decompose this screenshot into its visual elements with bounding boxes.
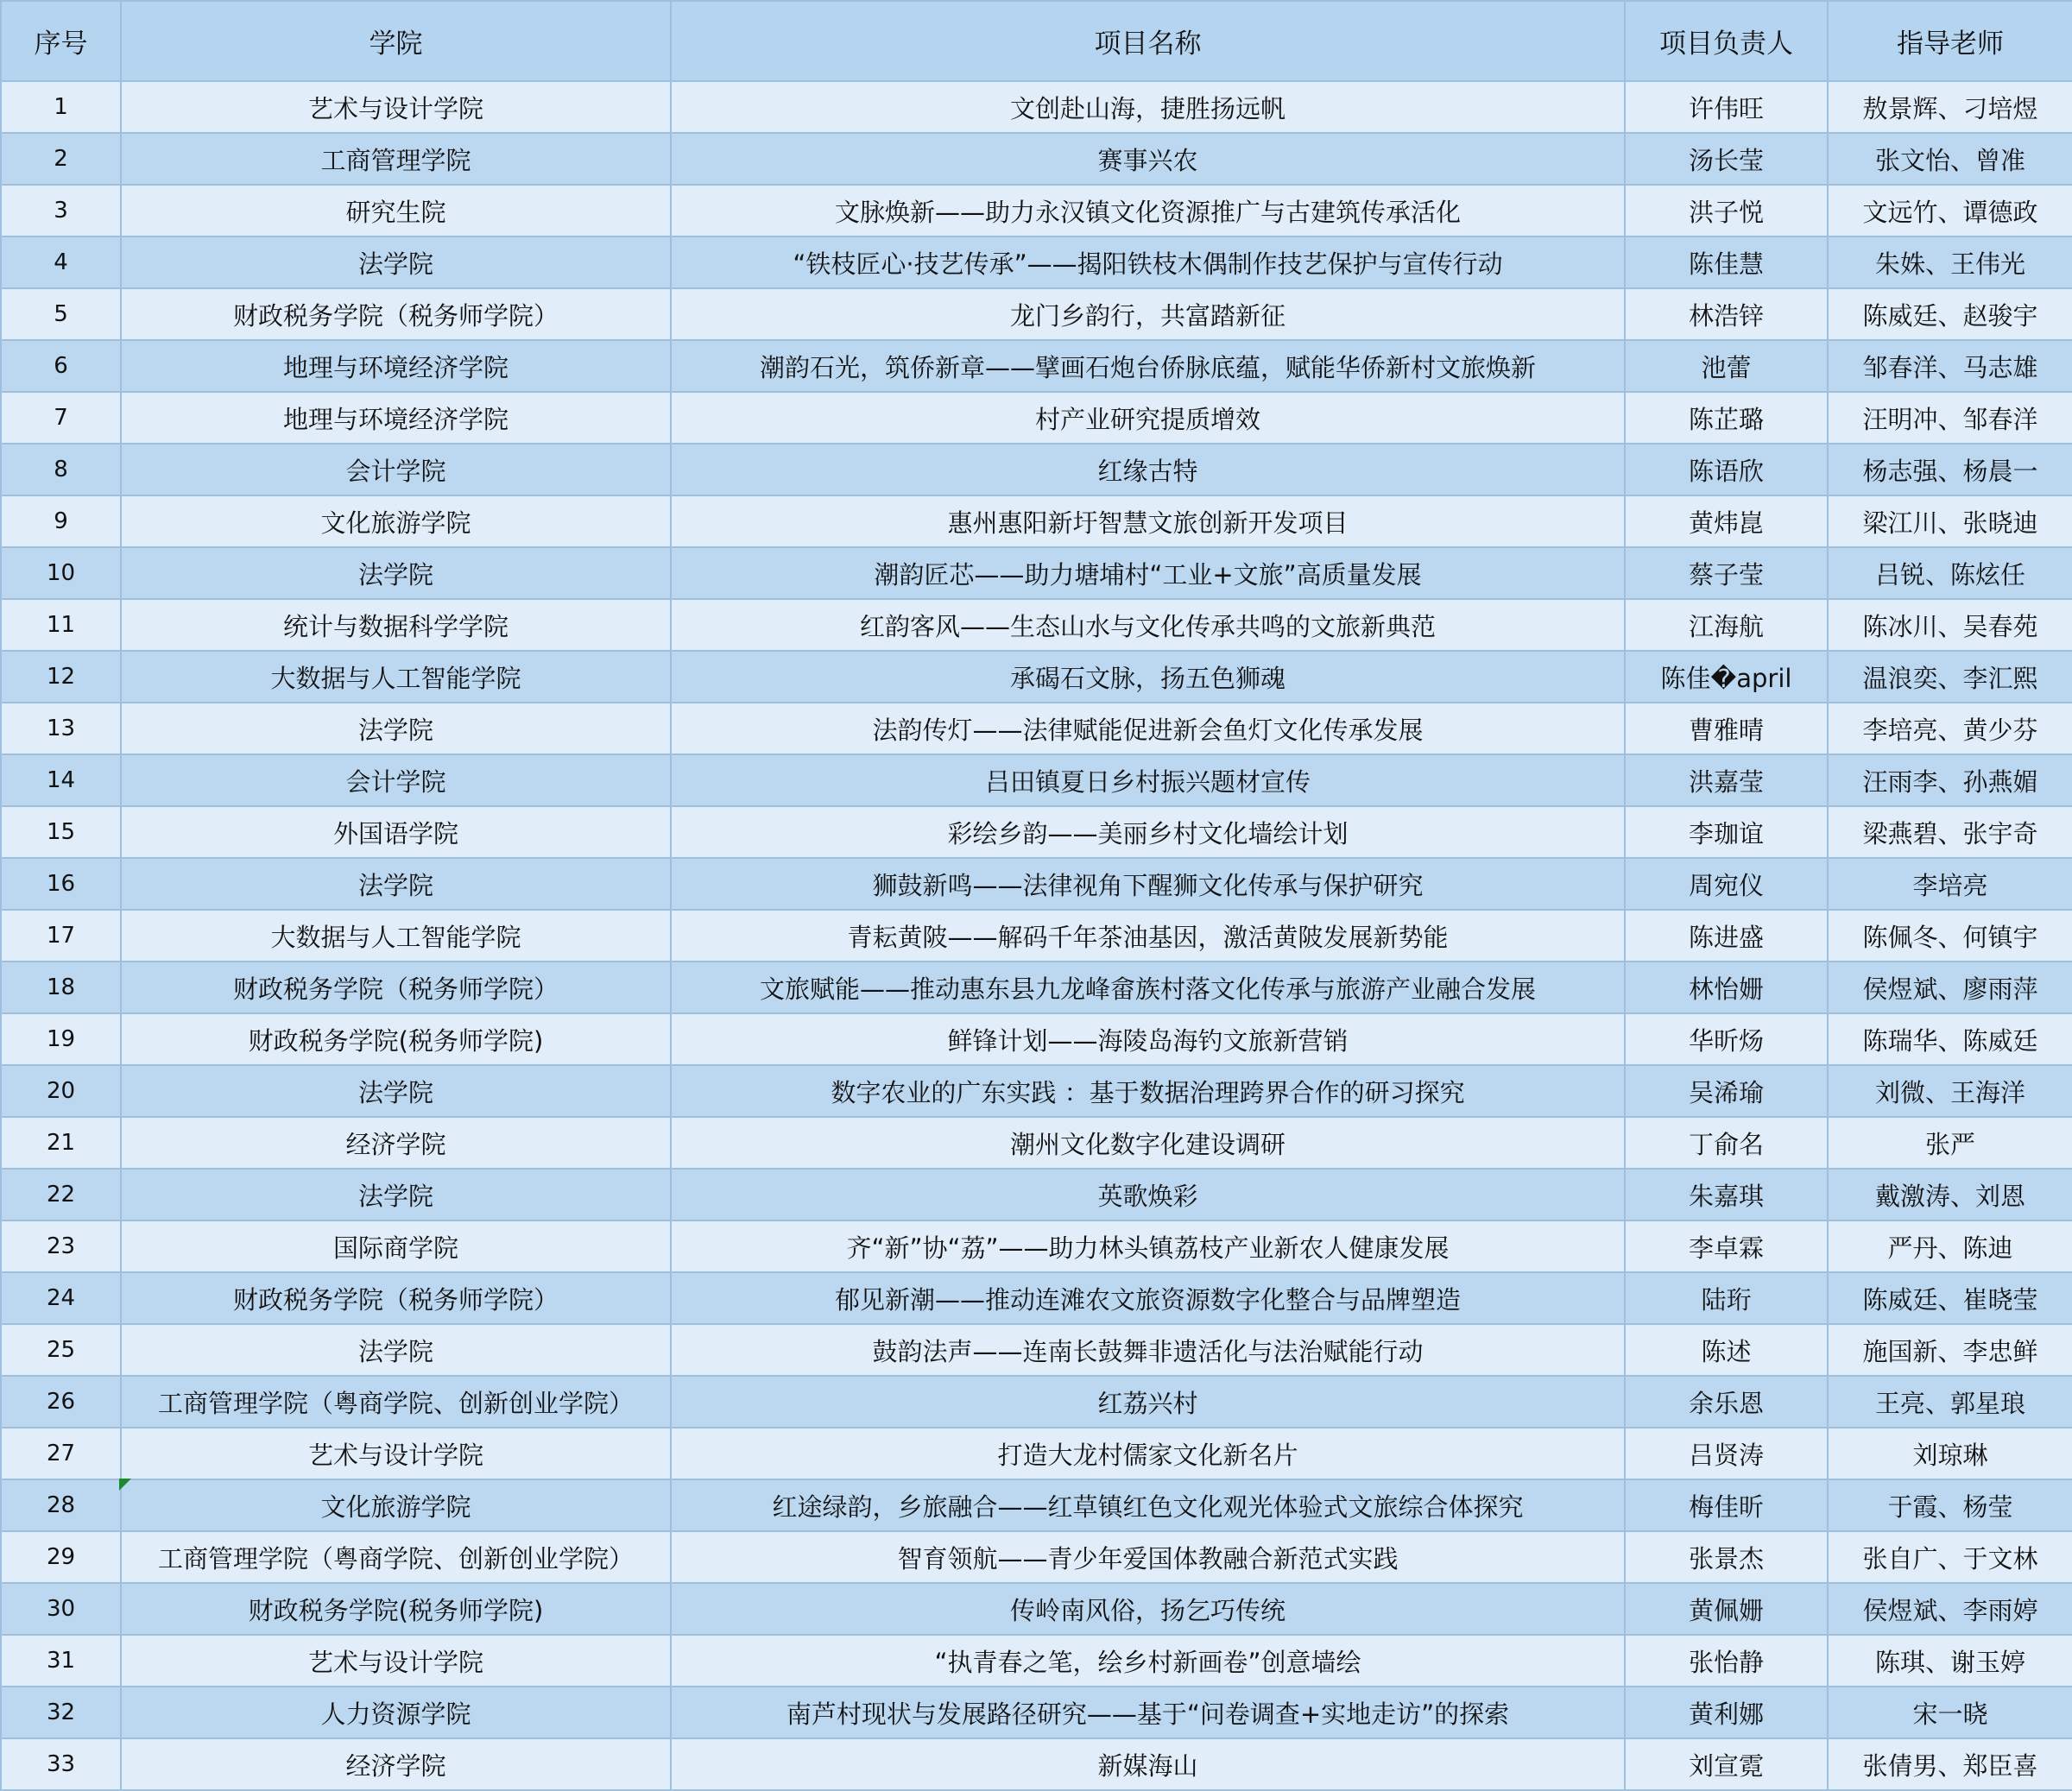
cell-advisor[interactable]: 文远竹、谭德政 bbox=[1828, 185, 2072, 236]
cell-index[interactable]: 25 bbox=[1, 1324, 121, 1376]
cell-project-lead[interactable]: 陆珩 bbox=[1625, 1272, 1828, 1324]
cell-advisor[interactable]: 汪明冲、邹春洋 bbox=[1828, 392, 2072, 444]
table-row bbox=[1, 1324, 2072, 1376]
cell-advisor[interactable]: 陈琪、谢玉婷 bbox=[1828, 1635, 2072, 1687]
cell-project-name[interactable]: 数字农业的广东实践 ：基于数据治理跨界合作的研习探究 bbox=[671, 1065, 1625, 1117]
cell-project-name[interactable]: 吕田镇夏日乡村振兴题材宣传 bbox=[671, 754, 1625, 806]
cell-college[interactable]: 工商管理学院 bbox=[121, 133, 671, 185]
cell-advisor[interactable]: 刘微、王海洋 bbox=[1828, 1065, 2072, 1117]
cell-advisor[interactable]: 侯煜斌、廖雨萍 bbox=[1828, 962, 2072, 1013]
cell-college[interactable]: 地理与环境经济学院 bbox=[121, 340, 671, 392]
header-project-lead[interactable]: 项目负责人 bbox=[1625, 1, 1828, 81]
cell-index[interactable]: 19 bbox=[1, 1013, 121, 1065]
cell-project-lead[interactable]: 丁俞名 bbox=[1625, 1117, 1828, 1169]
cell-index[interactable]: 32 bbox=[1, 1687, 121, 1738]
cell-project-lead[interactable]: 林浩锌 bbox=[1625, 288, 1828, 340]
table-row bbox=[1, 1376, 2072, 1428]
cell-advisor[interactable]: 陈佩冬、何镇宇 bbox=[1828, 910, 2072, 962]
cell-project-name[interactable]: 潮韵石光，筑侨新章——擘画石炮台侨脉底蕴，赋能华侨新村文旅焕新 bbox=[671, 340, 1625, 392]
cell-college[interactable]: 大数据与人工智能学院 bbox=[121, 910, 671, 962]
cell-college[interactable]: 国际商学院 bbox=[121, 1220, 671, 1272]
cell-advisor[interactable]: 杨志强、杨晨一 bbox=[1828, 444, 2072, 495]
cell-advisor[interactable]: 张文怡、曾准 bbox=[1828, 133, 2072, 185]
cell-project-name[interactable]: 龙门乡韵行，共富踏新征 bbox=[671, 288, 1625, 340]
cell-project-lead[interactable]: 华昕炀 bbox=[1625, 1013, 1828, 1065]
cell-project-lead[interactable]: 陈述 bbox=[1625, 1324, 1828, 1376]
cell-project-name[interactable]: 文脉焕新——助力永汉镇文化资源推广与古建筑传承活化 bbox=[671, 185, 1625, 236]
table-row bbox=[1, 962, 2072, 1013]
table-row bbox=[1, 185, 2072, 236]
cell-advisor[interactable]: 温浪奕、李汇熙 bbox=[1828, 651, 2072, 703]
cell-advisor[interactable]: 侯煜斌、李雨婷 bbox=[1828, 1583, 2072, 1635]
cell-project-name[interactable]: 红缘古特 bbox=[671, 444, 1625, 495]
cell-project-name[interactable]: 彩绘乡韵——美丽乡村文化墙绘计划 bbox=[671, 806, 1625, 858]
cell-project-lead[interactable]: 陈芷璐 bbox=[1625, 392, 1828, 444]
cell-index[interactable]: 28 bbox=[1, 1479, 121, 1531]
cell-project-name[interactable]: 传岭南风俗，扬乞巧传统 bbox=[671, 1583, 1625, 1635]
cell-project-lead[interactable]: 陈佳�april bbox=[1625, 651, 1828, 703]
cell-college[interactable]: 会计学院 bbox=[121, 754, 671, 806]
cell-project-name[interactable]: 潮韵匠芯——助力塘埔村“工业+文旅”高质量发展 bbox=[671, 547, 1625, 599]
cell-advisor[interactable]: 汪雨李、孙燕媚 bbox=[1828, 754, 2072, 806]
cell-college[interactable]: 财政税务学院（税务师学院） bbox=[121, 288, 671, 340]
table-row bbox=[1, 1065, 2072, 1117]
cell-college[interactable]: 法学院 bbox=[121, 703, 671, 754]
cell-advisor[interactable]: 朱姝、王伟光 bbox=[1828, 236, 2072, 288]
cell-project-name[interactable]: 南芦村现状与发展路径研究——基于“问卷调查+实地走访”的探索 bbox=[671, 1687, 1625, 1738]
table-row bbox=[1, 703, 2072, 754]
cell-advisor[interactable]: 陈威廷、崔晓莹 bbox=[1828, 1272, 2072, 1324]
cell-college[interactable]: 艺术与设计学院 bbox=[121, 1428, 671, 1479]
table-row bbox=[1, 1738, 2072, 1790]
cell-college[interactable]: 经济学院 bbox=[121, 1738, 671, 1790]
cell-index[interactable]: 24 bbox=[1, 1272, 121, 1324]
cell-project-lead[interactable]: 李卓霖 bbox=[1625, 1220, 1828, 1272]
cell-index[interactable]: 29 bbox=[1, 1531, 121, 1583]
cell-college[interactable]: 工商管理学院（粤商学院、创新创业学院） bbox=[121, 1376, 671, 1428]
table-row bbox=[1, 1220, 2072, 1272]
cell-index[interactable]: 22 bbox=[1, 1169, 121, 1220]
cell-college[interactable]: 法学院 bbox=[121, 1324, 671, 1376]
cell-index[interactable]: 31 bbox=[1, 1635, 121, 1687]
cell-college[interactable]: 法学院 bbox=[121, 236, 671, 288]
cell-project-lead[interactable]: 洪嘉莹 bbox=[1625, 754, 1828, 806]
cell-project-name[interactable]: 鲜锋计划——海陵岛海钓文旅新营销 bbox=[671, 1013, 1625, 1065]
header-project-name[interactable]: 项目名称 bbox=[671, 1, 1625, 81]
table-row bbox=[1, 1635, 2072, 1687]
cell-advisor[interactable]: 于霞、杨莹 bbox=[1828, 1479, 2072, 1531]
cell-index[interactable]: 5 bbox=[1, 288, 121, 340]
cell-advisor[interactable]: 李培亮、黄少芬 bbox=[1828, 703, 2072, 754]
cell-college[interactable]: 财政税务学院(税务师学院) bbox=[121, 1583, 671, 1635]
cell-project-name[interactable]: 承碣石文脉，扬五色狮魂 bbox=[671, 651, 1625, 703]
cell-project-lead[interactable]: 陈进盛 bbox=[1625, 910, 1828, 962]
table-row bbox=[1, 340, 2072, 392]
cell-project-name[interactable]: 红途绿韵，乡旅融合——红草镇红色文化观光体验式文旅综合体探究 bbox=[671, 1479, 1625, 1531]
comment-indicator bbox=[119, 1479, 131, 1491]
cell-index[interactable]: 9 bbox=[1, 495, 121, 547]
cell-project-lead[interactable]: 李珈谊 bbox=[1625, 806, 1828, 858]
cell-project-name[interactable]: 赛事兴农 bbox=[671, 133, 1625, 185]
cell-advisor[interactable]: 邹春洋、马志雄 bbox=[1828, 340, 2072, 392]
cell-project-lead[interactable]: 朱嘉琪 bbox=[1625, 1169, 1828, 1220]
table-row bbox=[1, 806, 2072, 858]
cell-advisor[interactable]: 陈威廷、赵骏宇 bbox=[1828, 288, 2072, 340]
cell-college[interactable]: 财政税务学院（税务师学院） bbox=[121, 962, 671, 1013]
cell-project-name[interactable]: 文创赴山海，捷胜扬远帆 bbox=[671, 81, 1625, 133]
table-row bbox=[1, 1428, 2072, 1479]
cell-college[interactable]: 工商管理学院（粤商学院、创新创业学院） bbox=[121, 1531, 671, 1583]
header-index[interactable]: 序号 bbox=[1, 1, 121, 81]
table-row bbox=[1, 495, 2072, 547]
cell-project-lead[interactable]: 黄利娜 bbox=[1625, 1687, 1828, 1738]
cell-index[interactable]: 13 bbox=[1, 703, 121, 754]
cell-index[interactable]: 12 bbox=[1, 651, 121, 703]
table-row bbox=[1, 754, 2072, 806]
cell-project-name[interactable]: “执青春之笔，绘乡村新画卷”创意墙绘 bbox=[671, 1635, 1625, 1687]
cell-project-name[interactable]: 青耘黄陂——解码千年茶油基因，激活黄陂发展新势能 bbox=[671, 910, 1625, 962]
cell-college[interactable]: 人力资源学院 bbox=[121, 1687, 671, 1738]
cell-project-lead[interactable]: 张景杰 bbox=[1625, 1531, 1828, 1583]
cell-project-name[interactable]: 红韵客风——生态山水与文化传承共鸣的文旅新典范 bbox=[671, 599, 1625, 651]
cell-advisor[interactable]: 刘琼琳 bbox=[1828, 1428, 2072, 1479]
cell-project-lead[interactable]: 曹雅晴 bbox=[1625, 703, 1828, 754]
cell-index[interactable]: 7 bbox=[1, 392, 121, 444]
cell-college[interactable]: 外国语学院 bbox=[121, 806, 671, 858]
cell-project-lead[interactable]: 黄炜崑 bbox=[1625, 495, 1828, 547]
cell-project-lead[interactable]: 吕贤涛 bbox=[1625, 1428, 1828, 1479]
table-row bbox=[1, 858, 2072, 910]
cell-advisor[interactable]: 王亮、郭星琅 bbox=[1828, 1376, 2072, 1428]
cell-advisor[interactable]: 梁江川、张晓迪 bbox=[1828, 495, 2072, 547]
cell-advisor[interactable]: 严丹、陈迪 bbox=[1828, 1220, 2072, 1272]
cell-college[interactable]: 地理与环境经济学院 bbox=[121, 392, 671, 444]
cell-college[interactable]: 法学院 bbox=[121, 858, 671, 910]
cell-advisor[interactable]: 陈瑞华、陈威廷 bbox=[1828, 1013, 2072, 1065]
cell-project-name[interactable]: 英歌焕彩 bbox=[671, 1169, 1625, 1220]
cell-project-name[interactable]: 鼓韵法声——连南长鼓舞非遗活化与法治赋能行动 bbox=[671, 1324, 1625, 1376]
cell-project-name[interactable]: 法韵传灯——法律赋能促进新会鱼灯文化传承发展 bbox=[671, 703, 1625, 754]
cell-project-lead[interactable]: 洪子悦 bbox=[1625, 185, 1828, 236]
cell-advisor[interactable]: 吕锐、陈炫任 bbox=[1828, 547, 2072, 599]
cell-index[interactable]: 6 bbox=[1, 340, 121, 392]
cell-college[interactable]: 艺术与设计学院 bbox=[121, 81, 671, 133]
table-row bbox=[1, 547, 2072, 599]
cell-project-lead[interactable]: 陈佳慧 bbox=[1625, 236, 1828, 288]
table-row bbox=[1, 1013, 2072, 1065]
cell-index[interactable]: 21 bbox=[1, 1117, 121, 1169]
cell-college[interactable]: 统计与数据科学学院 bbox=[121, 599, 671, 651]
cell-college[interactable]: 文化旅游学院 bbox=[121, 1479, 671, 1531]
cell-index[interactable]: 15 bbox=[1, 806, 121, 858]
table-row bbox=[1, 444, 2072, 495]
table-row bbox=[1, 133, 2072, 185]
cell-advisor[interactable]: 李培亮 bbox=[1828, 858, 2072, 910]
cell-index[interactable]: 10 bbox=[1, 547, 121, 599]
cell-advisor[interactable]: 张自广、于文林 bbox=[1828, 1531, 2072, 1583]
cell-college[interactable]: 法学院 bbox=[121, 547, 671, 599]
table-row bbox=[1, 1687, 2072, 1738]
cell-index[interactable]: 1 bbox=[1, 81, 121, 133]
table-row bbox=[1, 81, 2072, 133]
cell-project-lead[interactable]: 张怡静 bbox=[1625, 1635, 1828, 1687]
table-row bbox=[1, 1169, 2072, 1220]
cell-project-lead[interactable]: 刘宣霓 bbox=[1625, 1738, 1828, 1790]
cell-project-name[interactable]: 智育领航——青少年爱国体教融合新范式实践 bbox=[671, 1531, 1625, 1583]
cell-project-lead[interactable]: 汤长莹 bbox=[1625, 133, 1828, 185]
cell-project-lead[interactable]: 余乐恩 bbox=[1625, 1376, 1828, 1428]
cell-project-lead[interactable]: 梅佳昕 bbox=[1625, 1479, 1828, 1531]
table-row bbox=[1, 1272, 2072, 1324]
cell-index[interactable]: 3 bbox=[1, 185, 121, 236]
cell-project-name[interactable]: 文旅赋能——推动惠东县九龙峰畲族村落文化传承与旅游产业融合发展 bbox=[671, 962, 1625, 1013]
cell-project-lead[interactable]: 周宛仪 bbox=[1625, 858, 1828, 910]
cell-index[interactable]: 30 bbox=[1, 1583, 121, 1635]
cell-index[interactable]: 8 bbox=[1, 444, 121, 495]
cell-project-name[interactable]: 潮州文化数字化建设调研 bbox=[671, 1117, 1625, 1169]
cell-project-name[interactable]: 村产业研究提质增效 bbox=[671, 392, 1625, 444]
cell-college[interactable]: 文化旅游学院 bbox=[121, 495, 671, 547]
cell-index[interactable]: 18 bbox=[1, 962, 121, 1013]
cell-project-lead[interactable]: 蔡子莹 bbox=[1625, 547, 1828, 599]
cell-project-name[interactable]: 新媒海山 bbox=[671, 1738, 1625, 1790]
table-row bbox=[1, 1583, 2072, 1635]
cell-college[interactable]: 会计学院 bbox=[121, 444, 671, 495]
cell-college[interactable]: 艺术与设计学院 bbox=[121, 1635, 671, 1687]
cell-project-name[interactable]: 齐“新”协“荔”——助力林头镇荔枝产业新农人健康发展 bbox=[671, 1220, 1625, 1272]
table-row bbox=[1, 910, 2072, 962]
cell-advisor[interactable]: 张倩男、郑臣喜 bbox=[1828, 1738, 2072, 1790]
table-row bbox=[1, 288, 2072, 340]
cell-project-name[interactable]: “铁枝匠心·技艺传承”——揭阳铁枝木偶制作技艺保护与宣传行动 bbox=[671, 236, 1625, 288]
cell-project-name[interactable]: 打造大龙村儒家文化新名片 bbox=[671, 1428, 1625, 1479]
table-row bbox=[1, 651, 2072, 703]
cell-college[interactable]: 研究生院 bbox=[121, 185, 671, 236]
cell-project-name[interactable]: 狮鼓新鸣——法律视角下醒狮文化传承与保护研究 bbox=[671, 858, 1625, 910]
cell-index[interactable]: 11 bbox=[1, 599, 121, 651]
cell-project-name[interactable]: 郁见新潮——推动连滩农文旅资源数字化整合与品牌塑造 bbox=[671, 1272, 1625, 1324]
cell-advisor[interactable]: 宋一晓 bbox=[1828, 1687, 2072, 1738]
cell-index[interactable]: 16 bbox=[1, 858, 121, 910]
cell-project-lead[interactable]: 林怡姗 bbox=[1625, 962, 1828, 1013]
cell-index[interactable]: 26 bbox=[1, 1376, 121, 1428]
cell-project-name[interactable]: 惠州惠阳新圩智慧文旅创新开发项目 bbox=[671, 495, 1625, 547]
cell-college[interactable]: 法学院 bbox=[121, 1169, 671, 1220]
cell-advisor[interactable]: 敖景辉、刁培煜 bbox=[1828, 81, 2072, 133]
table-row bbox=[1, 1479, 2072, 1531]
header-row bbox=[1, 1, 2072, 81]
cell-advisor[interactable]: 张严 bbox=[1828, 1117, 2072, 1169]
table-row bbox=[1, 1531, 2072, 1583]
cell-project-name[interactable]: 红荔兴村 bbox=[671, 1376, 1625, 1428]
cell-college[interactable]: 财政税务学院（税务师学院） bbox=[121, 1272, 671, 1324]
cell-project-lead[interactable]: 池蕾 bbox=[1625, 340, 1828, 392]
cell-index[interactable]: 2 bbox=[1, 133, 121, 185]
cell-index[interactable]: 27 bbox=[1, 1428, 121, 1479]
cell-index[interactable]: 17 bbox=[1, 910, 121, 962]
cell-project-lead[interactable]: 黄佩姗 bbox=[1625, 1583, 1828, 1635]
cell-college[interactable]: 经济学院 bbox=[121, 1117, 671, 1169]
header-advisor[interactable]: 指导老师 bbox=[1828, 1, 2072, 81]
cell-college[interactable]: 财政税务学院(税务师学院) bbox=[121, 1013, 671, 1065]
cell-project-lead[interactable]: 许伟旺 bbox=[1625, 81, 1828, 133]
cell-project-lead[interactable]: 吴浠瑜 bbox=[1625, 1065, 1828, 1117]
cell-index[interactable]: 4 bbox=[1, 236, 121, 288]
cell-project-lead[interactable]: 江海航 bbox=[1625, 599, 1828, 651]
cell-index[interactable]: 33 bbox=[1, 1738, 121, 1790]
cell-index[interactable]: 14 bbox=[1, 754, 121, 806]
cell-index[interactable]: 20 bbox=[1, 1065, 121, 1117]
table-row bbox=[1, 236, 2072, 288]
cell-advisor[interactable]: 陈冰川、吴春苑 bbox=[1828, 599, 2072, 651]
cell-college[interactable]: 大数据与人工智能学院 bbox=[121, 651, 671, 703]
table-row bbox=[1, 1117, 2072, 1169]
table-row bbox=[1, 392, 2072, 444]
cell-college[interactable]: 法学院 bbox=[121, 1065, 671, 1117]
cell-advisor[interactable]: 戴激涛、刘恩 bbox=[1828, 1169, 2072, 1220]
cell-index[interactable]: 23 bbox=[1, 1220, 121, 1272]
table-row bbox=[1, 599, 2072, 651]
cell-advisor[interactable]: 梁燕碧、张宇奇 bbox=[1828, 806, 2072, 858]
cell-advisor[interactable]: 施国新、李忠鲜 bbox=[1828, 1324, 2072, 1376]
cell-project-lead[interactable]: 陈语欣 bbox=[1625, 444, 1828, 495]
header-college[interactable]: 学院 bbox=[121, 1, 671, 81]
